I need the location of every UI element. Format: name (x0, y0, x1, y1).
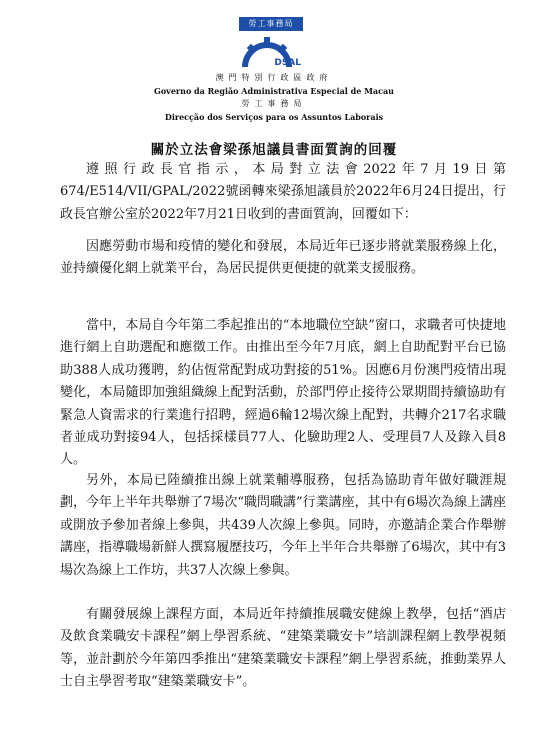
logo-emblem (239, 31, 303, 69)
department-name-portuguese: Direcção dos Serviços para os Assuntos Laborais (164, 112, 384, 122)
government-name-chinese: 澳門特別行政區政府 (215, 73, 333, 82)
document-title: 關於立法會梁孫旭議員書面質詢的回覆 (150, 142, 398, 158)
logo-abbreviation: DSAL (274, 58, 301, 68)
logo-banner: 勞工事務局 (239, 17, 303, 31)
paragraph-career-guidance: 另外，本局已陸續推出線上就業輔導服務，包括為協助青年做好職涯規劃，今年上半年共舉辦了7場次“職問職講”行業講座，其中有6場次為線上講座或開放予參加者線上參與，共439人次線上參與。同時，亦邀請企業合作舉辦講座，指導職場新鮮人撰寫履歷技巧，今年上半年合共舉辦了6場次，其中有3場次為線上工作坊，共37人次線上參與。 (60, 473, 506, 578)
paragraph-online-courses: 有關發展線上課程方面，本局近年持續推展職安健線上教學，包括“酒店及飲食業職安卡課程”網上學習系統、“建築業職安卡”培訓課程網上教學視頻等，並計劃於今年第四季推出“建築業職安卡課程”網上學習系統，推動業界人士自主學習考取“建築業職安卡”。 (60, 607, 506, 690)
paragraph-job-matching: 當中，本局自今年第二季起推出的“本地職位空缺”窗口，求職者可快捷地進行網上自助選配和應徵工作。由推出至今年7月底，網上自助配對平台已協助388人成功獲聘，約佔恆常配對成功對接的51%。因應6月份澳門疫情出現變化，本局隨即加強組織線上配對活動，於部門停止接待公眾期間持續協助有緊急人資需求的行業進行招聘，經過6輪12場次線上配對，共轉介217名求職者並成功對接94人，包括採樣員77人、化驗助理2人、受理員7人及錄入員8人。 (60, 318, 506, 468)
department-name-chinese: 勞工事務局 (241, 99, 307, 108)
paragraph-online-services: 因應勞動市場和疫情的變化和發展，本局近年已逐步將就業服務線上化，並持續優化網上就業平台，為居民提供更便捷的就業支援服務。 (60, 239, 506, 277)
paragraph-intro: 遵照行政長官指示，本局對立法會2022年7月19日第674/E514/VII/GPAL/2022號函轉來梁孫旭議員於2022年6月24日提出，行政長官辦公室於2022年7月21日收到的書面質詢，回覆如下： (60, 162, 506, 222)
government-name-portuguese: Governo da Região Administrativa Especial de Macau (154, 86, 394, 96)
dsal-logo (239, 17, 303, 69)
